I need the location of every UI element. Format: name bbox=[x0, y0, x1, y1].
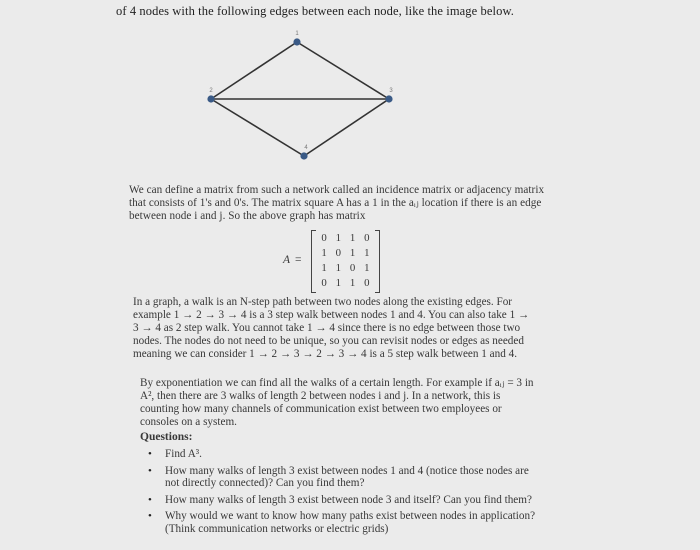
matrix-cell: 1 bbox=[335, 262, 342, 274]
adjacency-matrix bbox=[283, 231, 403, 294]
matrix-cell: 0 bbox=[364, 232, 370, 244]
matrix-cell: 0 bbox=[321, 277, 327, 289]
matrix-cell: 1 bbox=[335, 232, 342, 244]
matrix-row bbox=[312, 276, 379, 291]
node-label-1: 1 bbox=[295, 31, 299, 37]
matrix-cell: 1 bbox=[321, 262, 327, 274]
questions-heading: Questions: bbox=[140, 431, 193, 443]
edge-3-4 bbox=[304, 99, 389, 156]
matrix-row bbox=[312, 261, 379, 276]
question-text: Find A³. bbox=[165, 448, 202, 460]
matrix-label: A bbox=[283, 254, 291, 266]
node-2 bbox=[207, 95, 214, 102]
edge-1-2 bbox=[211, 42, 297, 99]
bullet-icon: • bbox=[148, 493, 152, 506]
matrix-row bbox=[312, 231, 379, 246]
matrix-cell: 1 bbox=[349, 247, 356, 259]
bullet-icon: • bbox=[148, 464, 152, 477]
list-item bbox=[148, 465, 538, 490]
paragraph-definition: We can define a matrix from such a network called an incidence matrix or adjacency matrix that consists of 1's and 0's. The matrix square A has a 1 in the aᵢⱼ location if there is an edge between node i and j. So the above graph has matrix bbox=[129, 184, 545, 223]
matrix-cell: 0 bbox=[364, 277, 370, 289]
node-label-4: 4 bbox=[304, 145, 308, 151]
list-item bbox=[148, 494, 538, 507]
question-text: How many walks of length 3 exist between node 3 and itself? Can you find them? bbox=[165, 493, 532, 506]
paragraph-walks: In a graph, a walk is an N-step path between two nodes along the existing edges. For example 1 → 2 → 3 → 4 is a 3 step walk between nodes 1 and 4. You can also take 1 → 3 → 4 as 2 step walk. You cannot take 1 → 4 since there is no edge between those two nodes. The nodes do not need to be unique, so you can revisit nodes or edges as needed meaning we can consider 1 → 2 → 3 → 2 → 3 → 4 is a 5 step walk between 1 and 4. bbox=[133, 296, 530, 361]
node-label-3: 3 bbox=[389, 88, 393, 94]
matrix-equals: = bbox=[295, 254, 302, 266]
question-text: How many walks of length 3 exist between nodes 1 and 4 (notice those nodes are not directly connected)? Can you find them? bbox=[165, 464, 529, 490]
matrix-cell: 1 bbox=[321, 247, 327, 259]
matrix-cell: 1 bbox=[349, 277, 356, 289]
node-label-2: 2 bbox=[209, 88, 213, 94]
graph-diagram bbox=[0, 0, 700, 178]
matrix-cell: 0 bbox=[335, 247, 342, 259]
edge-1-3 bbox=[297, 42, 389, 99]
matrix-cell: 0 bbox=[349, 262, 356, 274]
node-3 bbox=[385, 95, 392, 102]
bullet-icon: • bbox=[148, 510, 152, 523]
matrix-cell: 1 bbox=[335, 277, 342, 289]
matrix-row bbox=[312, 246, 379, 261]
paragraph-exponentiation: By exponentiation we can find all the walks of a certain length. For example if aᵢⱼ = 3 in A², then there are 3 walks of length 2 between nodes i and j. In a network, this is counting how many channels of communication exist between two employees or consoles on a system. bbox=[140, 377, 534, 429]
matrix-cell: 1 bbox=[364, 247, 370, 259]
edge-2-4 bbox=[211, 99, 304, 156]
intro-text: of 4 nodes with the following edges between each node, like the image below. bbox=[116, 4, 514, 18]
list-item bbox=[148, 510, 538, 535]
bullet-icon: • bbox=[148, 448, 152, 460]
matrix-cell: 1 bbox=[364, 262, 370, 274]
list-item bbox=[148, 448, 538, 461]
matrix-cell: 0 bbox=[321, 232, 327, 244]
question-text: Why would we want to know how many paths exist between nodes in application? (Think communication networks or electric grids) bbox=[165, 510, 536, 535]
matrix-cell: 1 bbox=[349, 232, 356, 244]
node-1 bbox=[293, 38, 300, 45]
node-4 bbox=[300, 152, 307, 159]
matrix-body bbox=[311, 231, 380, 292]
questions-list bbox=[148, 448, 538, 540]
